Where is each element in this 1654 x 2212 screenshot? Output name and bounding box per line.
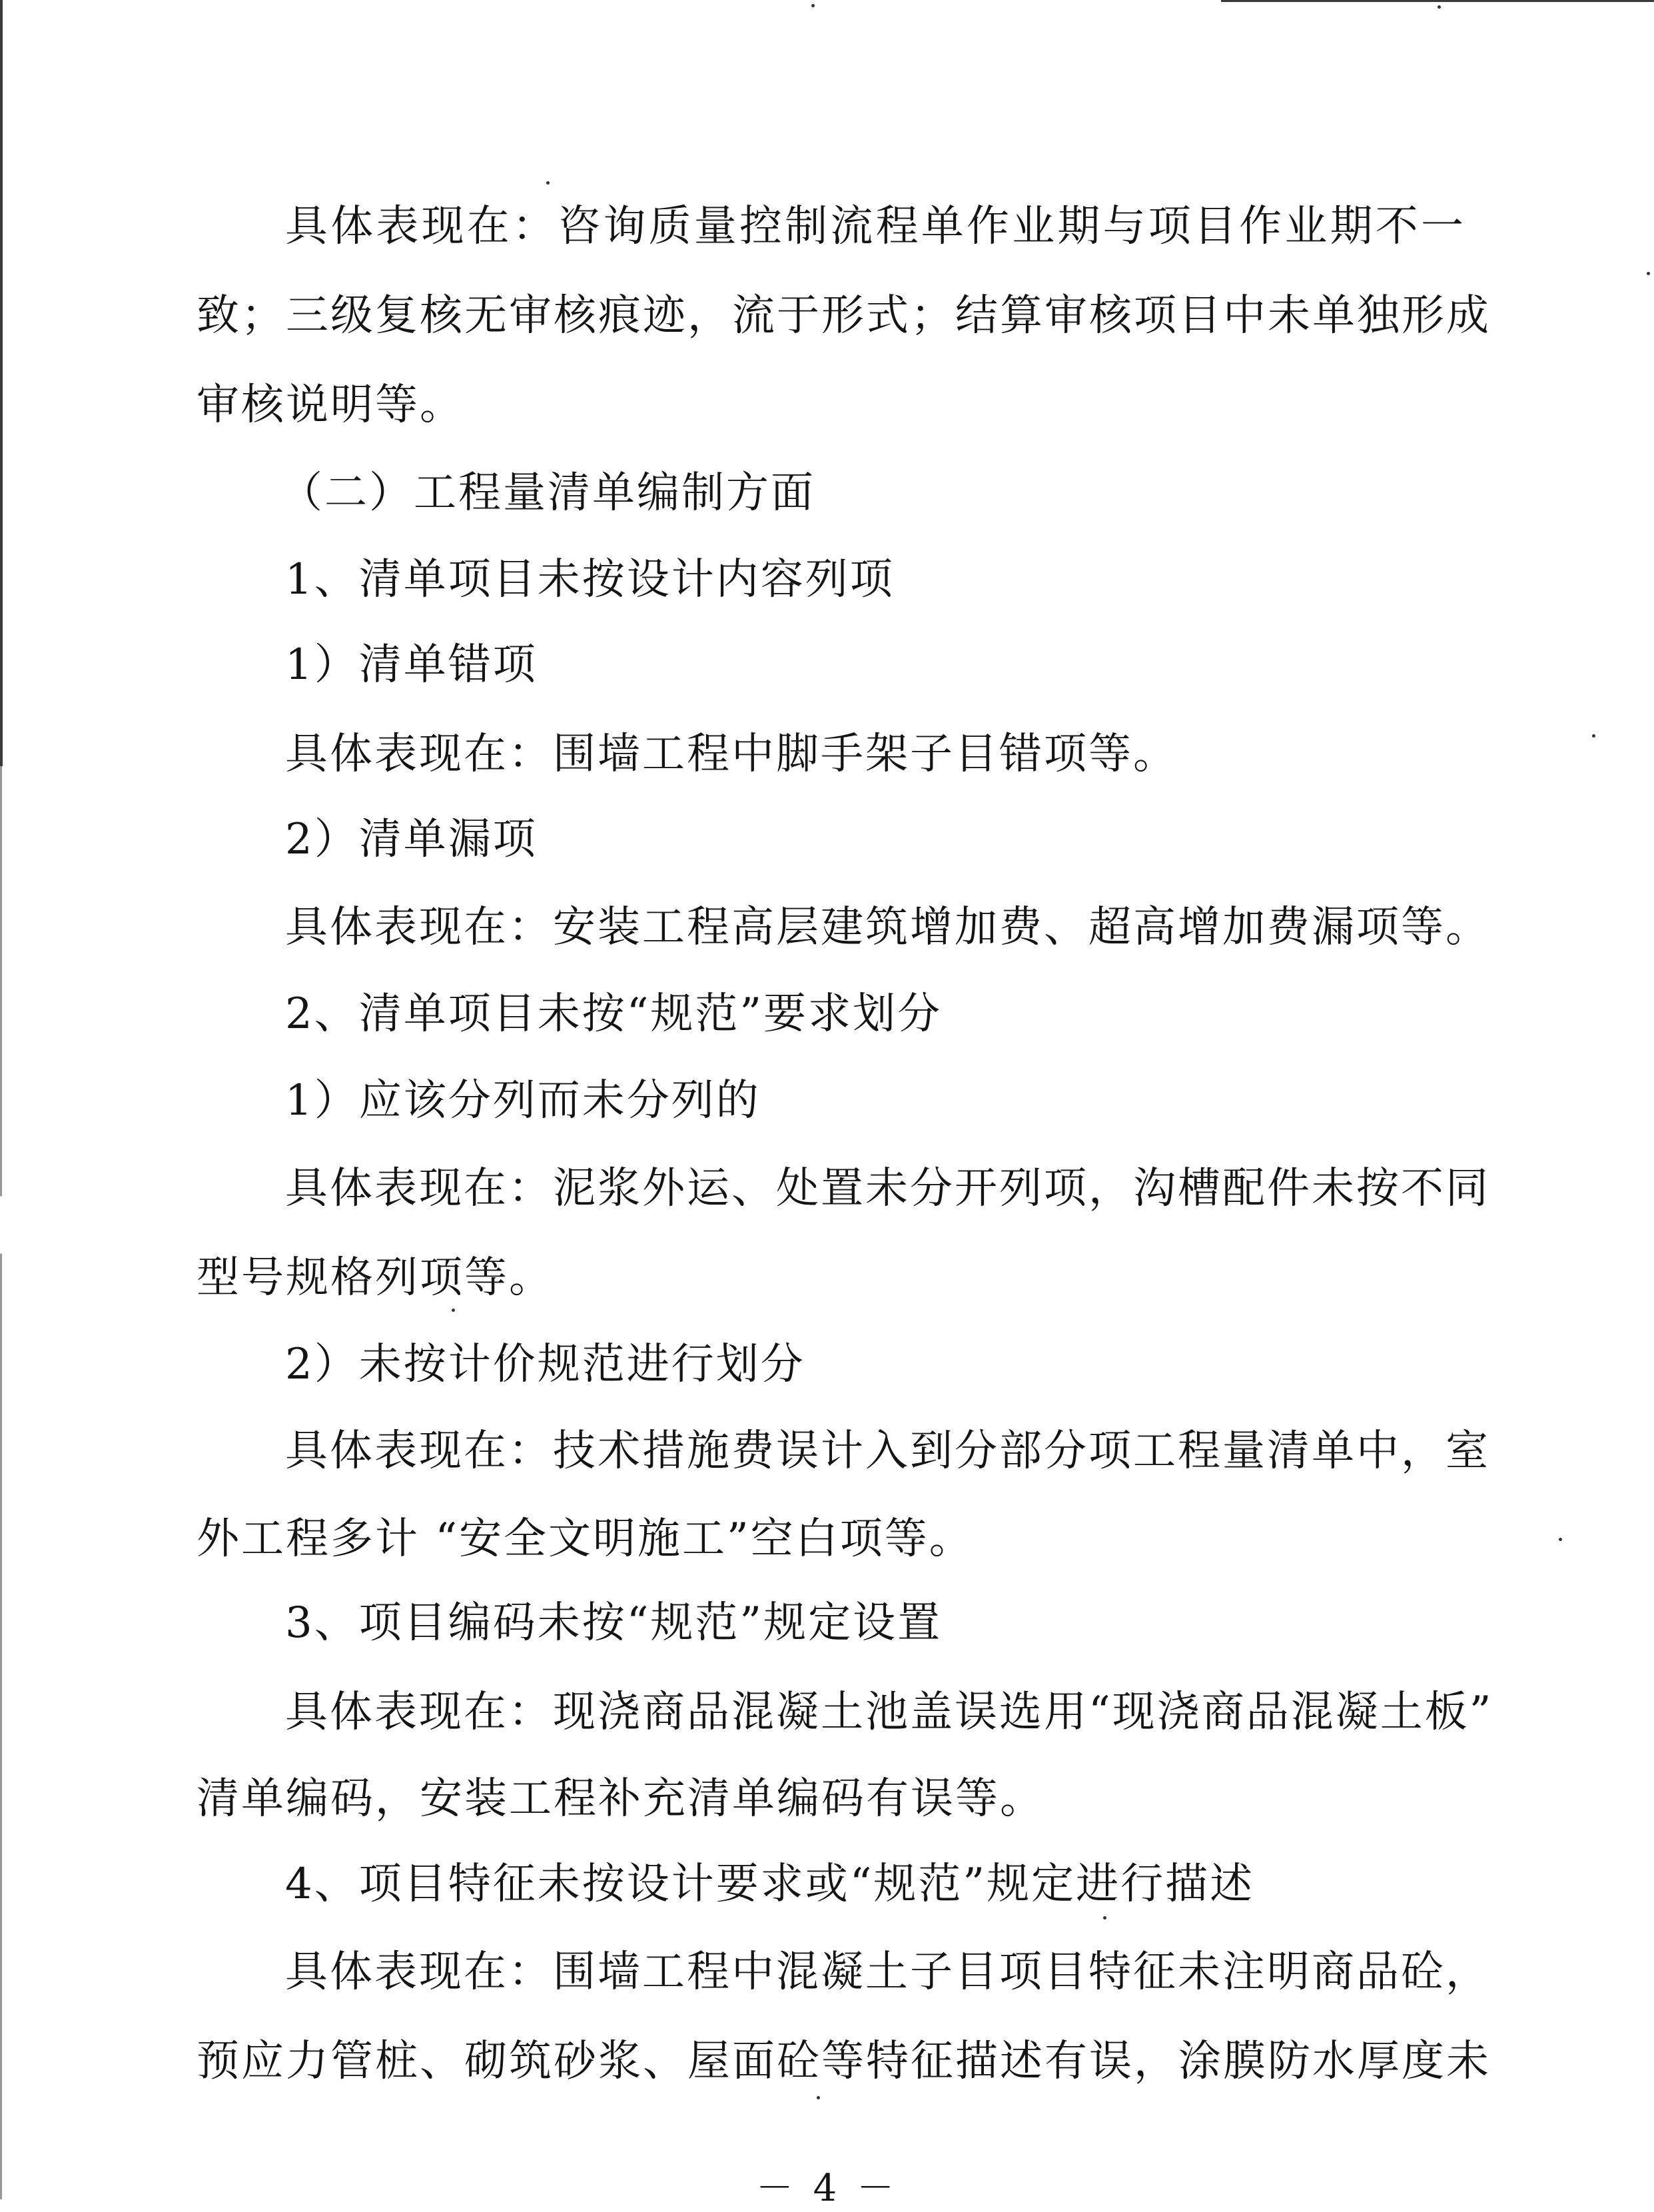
subsection-heading: 1、清单项目未按设计内容列项	[285, 555, 895, 604]
paragraph-line: 具体表现在：现浇商品混凝土池盖误选用“现浇商品混凝土板”	[285, 1688, 1493, 1737]
subsection-heading: 2、清单项目未按“规范”要求划分	[285, 989, 943, 1039]
paragraph-line: 预应力管桩、砌筑砂浆、屋面砼等特征描述有误，涂膜防水厚度未	[197, 2037, 1491, 2086]
paragraph-line: 审核说明等。	[197, 380, 464, 430]
scan-border-top	[1221, 0, 1654, 2]
paragraph-line: 具体表现在：技术措施费误计入到分部分项工程量清单中，室	[285, 1426, 1490, 1476]
scan-speck	[1592, 734, 1595, 738]
scan-speck	[817, 2096, 820, 2099]
paragraph-line: 致；三级复核无审核痕迹，流于形式；结算审核项目中未单独形成	[197, 291, 1491, 340]
scan-speck	[811, 4, 815, 7]
paragraph-line: 外工程多计 “安全文明施工”空白项等。	[197, 1514, 974, 1564]
scan-speck	[452, 1309, 455, 1312]
page-number: － 4 －	[755, 2167, 899, 2210]
item-heading: 2）未按计价规范进行划分	[285, 1340, 805, 1389]
item-heading: 1）清单错项	[285, 640, 538, 690]
paragraph-line: 型号规格列项等。	[197, 1253, 554, 1303]
section-heading: （二）工程量清单编制方面	[280, 468, 815, 518]
scan-border-left	[0, 0, 3, 766]
scan-speck	[1103, 1916, 1106, 1920]
item-heading: 1）应该分列而未分列的	[285, 1076, 761, 1125]
paragraph-line: 清单编码，安装工程补充清单编码有误等。	[197, 1774, 1044, 1824]
subsection-heading: 3、项目编码未按“规范”规定设置	[285, 1598, 943, 1648]
paragraph-line: 具体表现在：泥浆外运、处置未分开列项，沟槽配件未按不同	[285, 1164, 1490, 1213]
scan-speck	[1647, 272, 1650, 275]
paragraph-line: 具体表现在：安装工程高层建筑增加费、超高增加费漏项等。	[285, 903, 1490, 952]
scan-speck	[1559, 1538, 1562, 1541]
paragraph-line: 具体表现在：围墙工程中混凝土子目项目特征未注明商品砼，	[285, 1947, 1490, 1997]
scan-speck	[546, 181, 550, 185]
subsection-heading: 4、项目特征未按设计要求或“规范”规定进行描述	[285, 1860, 1255, 1909]
item-heading: 2）清单漏项	[285, 815, 538, 864]
scan-speck	[1438, 5, 1441, 9]
paragraph-line: 具体表现在：围墙工程中脚手架子目错项等。	[285, 730, 1178, 779]
paragraph-line: 具体表现在：咨询质量控制流程单作业期与项目作业期不一	[285, 202, 1465, 251]
scan-border-left-lower	[0, 766, 2, 2199]
